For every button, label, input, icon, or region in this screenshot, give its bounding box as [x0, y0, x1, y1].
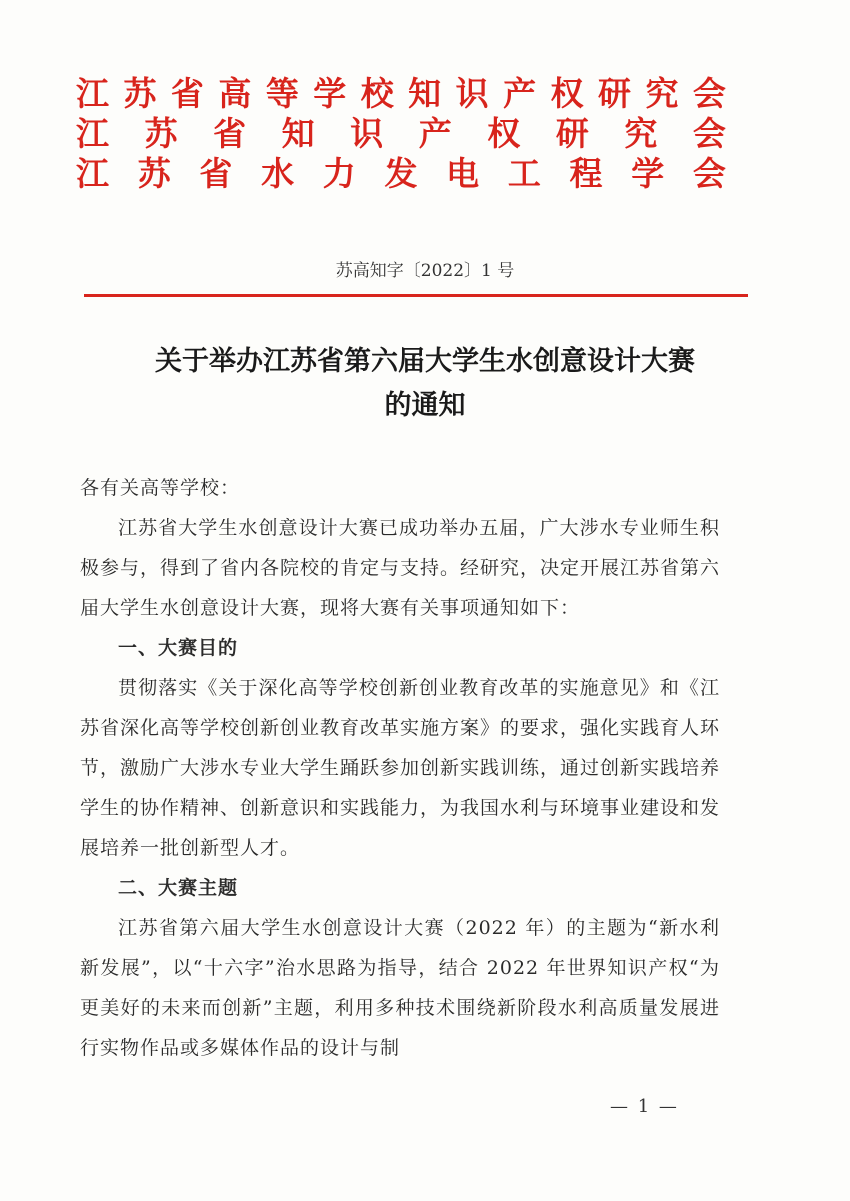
- organization-character: 江: [76, 154, 109, 193]
- organization-character: 究: [624, 114, 658, 153]
- page-number: — 1 —: [610, 1096, 679, 1117]
- organization-character: 发: [384, 154, 418, 193]
- organization-character: 权: [487, 114, 521, 153]
- organization-character: 江: [76, 114, 109, 153]
- red-divider-line: [84, 294, 748, 297]
- organization-character: 苏: [123, 74, 157, 113]
- organization-character: 力: [322, 154, 356, 193]
- organization-character: 学: [313, 74, 347, 113]
- organization-character: 等: [265, 74, 299, 113]
- notice-title: [60, 340, 790, 428]
- notice-title-line-2: 的通知: [384, 390, 466, 421]
- organization-character: 识: [350, 114, 384, 153]
- notice-title-line-1: 关于举办江苏省第六届大学生水创意设计大赛: [155, 346, 695, 377]
- salutation: 各有关高等学校：: [80, 477, 241, 499]
- organization-character: 苏: [137, 154, 171, 193]
- organization-character: 权: [550, 74, 584, 113]
- organization-character: 研: [597, 74, 631, 113]
- organization-character: 江: [76, 74, 109, 113]
- organization-character: 知: [408, 74, 442, 113]
- section-heading-theme: 二、大赛主题: [118, 877, 239, 899]
- organization-character: 产: [503, 74, 537, 113]
- section-heading-purpose: 一、大赛目的: [118, 637, 239, 659]
- organization-character: 究: [645, 74, 679, 113]
- section-text-theme: 江苏省第六届大学生水创意设计大赛（2022 年）的主题为“新水利 新发展”，以“十六字”治水思路为指导，结合 2022 年世界知识产权“为更美好的未来而创新”主题，利用多种技术围绕新阶段水利高质量发展进行实物作品或多媒体作品的设计与制: [80, 917, 720, 1059]
- issuing-organizations: [76, 74, 726, 194]
- intro-paragraph: 江苏省大学生水创意设计大赛已成功举办五届，广大涉水专业师生积极参与，得到了省内各院校的肯定与支持。经研究，决定开展江苏省第六届大学生水创意设计大赛，现将大赛有关事项通知如下：: [80, 517, 721, 619]
- organization-line-2: [76, 114, 726, 154]
- organization-character: 会: [692, 74, 726, 113]
- organization-line-1: [76, 74, 726, 114]
- organization-character: 电: [446, 154, 480, 193]
- organization-character: 省: [170, 74, 204, 113]
- organization-character: 会: [692, 114, 726, 153]
- organization-character: 工: [507, 154, 541, 193]
- organization-character: 程: [569, 154, 603, 193]
- organization-character: 省: [213, 114, 247, 153]
- organization-character: 学: [631, 154, 665, 193]
- organization-character: 苏: [144, 114, 178, 153]
- organization-character: 省: [199, 154, 233, 193]
- section-text-purpose: 贯彻落实《关于深化高等学校创新创业教育改革的实施意见》和《江苏省深化高等学校创新创业教育改革实施方案》的要求，强化实践育人环节，激励广大涉水专业大学生踊跃参加创新实践训练，通过创新实践培养学生的协作精神、创新意识和实践能力，为我国水利与环境事业建设和发展培养一批创新型人才。: [80, 677, 721, 859]
- organization-character: 高: [218, 74, 252, 113]
- organization-character: 知: [281, 114, 315, 153]
- organization-character: 识: [455, 74, 489, 113]
- document-number: 苏高知字〔2022〕1 号: [335, 261, 515, 281]
- organization-character: 会: [692, 154, 726, 193]
- organization-character: 研: [555, 114, 589, 153]
- organization-line-3: [76, 154, 726, 194]
- notice-body: [80, 468, 720, 1068]
- organization-character: 产: [418, 114, 452, 153]
- organization-character: 校: [360, 74, 394, 113]
- organization-character: 水: [261, 154, 295, 193]
